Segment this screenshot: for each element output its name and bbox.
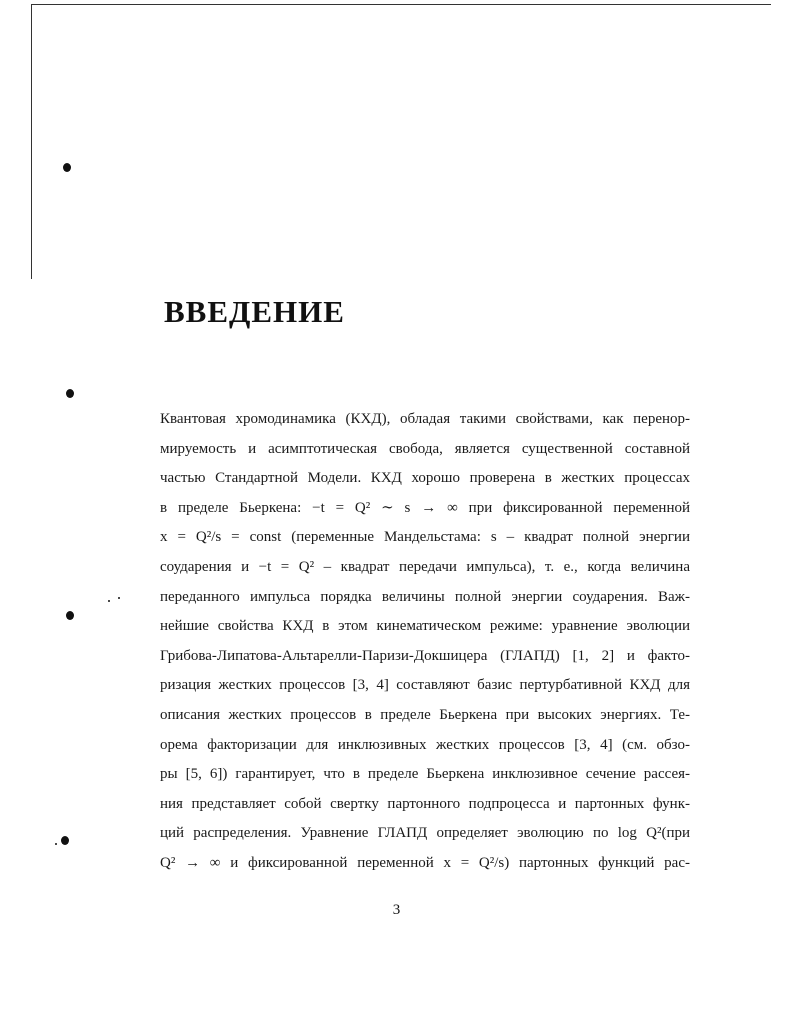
- scan-speck: [66, 389, 74, 398]
- scan-speck: [55, 843, 57, 845]
- scan-speck: [61, 836, 69, 845]
- text-line: соударения и −t = Q² – квадрат передачи импульса), т. е., когда величина: [160, 558, 690, 575]
- scan-border-top: [31, 4, 771, 5]
- text-line: x = Q²/s = const (переменные Мандельстама: s – квадрат полной энергии: [160, 529, 690, 546]
- text-line: переданного импульса порядка величины полной энергии соударения. Важ-: [160, 588, 690, 605]
- text-line: в пределе Бьеркена: −t = Q² ∼ s → ∞ при фиксированной переменной: [160, 499, 690, 516]
- text-line: ры [5, 6]) гарантирует, что в пределе Бьеркена инклюзивное сечение рассея-: [160, 766, 690, 783]
- text-line: орема факторизации для инклюзивных жестких процессов [3, 4] (см. обзо-: [160, 736, 690, 753]
- text-line: Q² → ∞ и фиксированной переменной x = Q²/s) партонных функций рас-: [160, 854, 690, 871]
- chapter-heading: ВВЕДЕНИЕ: [164, 294, 345, 329]
- text-line: Грибова-Липатова-Альтарелли-Паризи-Докшицера (ГЛАПД) [1, 2] и факто-: [160, 647, 690, 664]
- scan-speck: [63, 163, 71, 172]
- text-line: частью Стандартной Модели. КХД хорошо проверена в жестких процессах: [160, 470, 690, 487]
- text-line: Квантовая хромодинамика (КХД), обладая такими свойствами, как перенор-: [160, 411, 690, 427]
- scan-border-left: [31, 4, 32, 279]
- text-line: нейшие свойства КХД в этом кинематическом режиме: уравнение эволюции: [160, 618, 690, 635]
- text-line: ций распределения. Уравнение ГЛАПД определяет эволюцию по log Q²(при: [160, 825, 690, 842]
- body-paragraph: [160, 405, 690, 879]
- text-line: мируемость и асимптотическая свобода, является существенной составной: [160, 440, 690, 457]
- text-line: описания жестких процессов в пределе Бьеркена при высоких энергиях. Те-: [160, 706, 690, 723]
- text-line: ризация жестких процессов [3, 4] составляют базис пертурбативной КХД для: [160, 677, 690, 694]
- scan-speck: [66, 611, 74, 620]
- page-number: 3: [392, 902, 401, 918]
- scan-speck: [118, 597, 120, 599]
- text-line: ния представляет собой свертку партонного подпроцесса и партонных функ-: [160, 795, 690, 812]
- scan-speck: [108, 600, 110, 602]
